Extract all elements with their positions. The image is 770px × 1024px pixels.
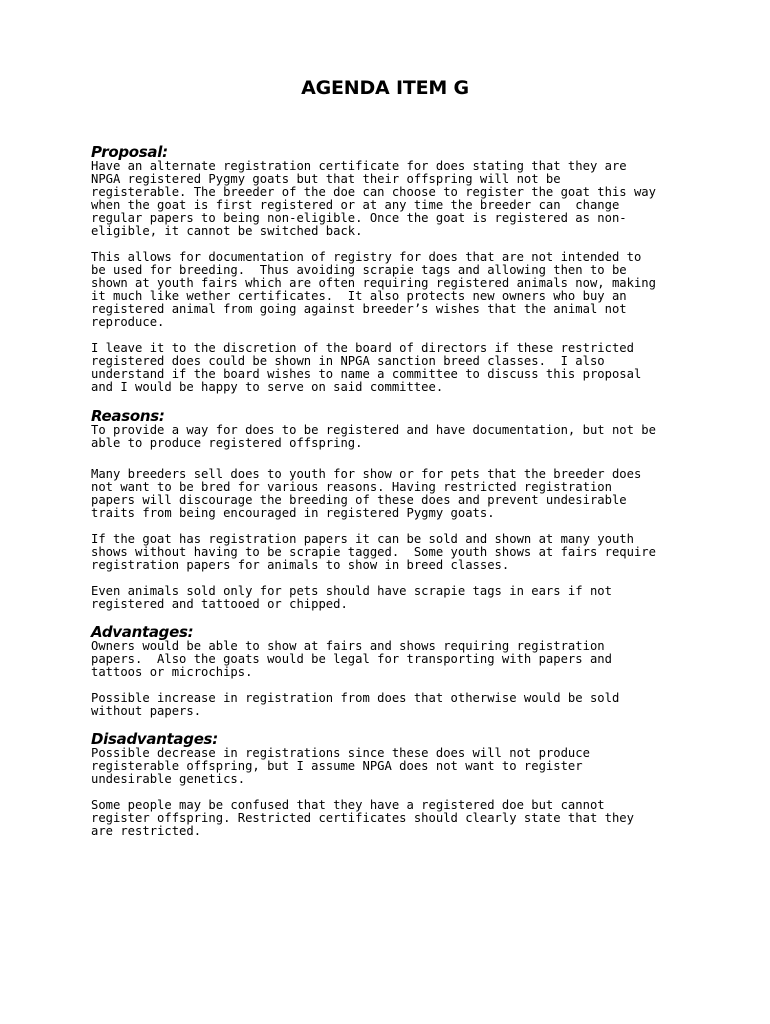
page-title: AGENDA ITEM G bbox=[301, 77, 469, 99]
proposal-paragraph: This allows for documentation of registry for does that are not intended to be used for breeding. Thus avoiding scrapie tags and allowing then to be shown at youth fairs which are often requiring registered animals now, making it much like wether certificates. It also protects new owners who buy an registered animal from going against breeder’s wishes that the animal not reproduce. bbox=[91, 250, 656, 329]
reasons-paragraph: If the goat has registration papers it can be sold and shown at many youth shows without having to be scrapie tagged. Some youth shows at fairs require registration papers for animals to show in breed classes. bbox=[91, 532, 656, 572]
reasons-paragraph: Many breeders sell does to youth for show or for pets that the breeder does not want to be bred for various reasons. Having restricted registration papers will discourage the breeding of these does and prevent undesirable traits from being encouraged in registered Pygmy goats. bbox=[91, 467, 642, 520]
reasons-paragraph: To provide a way for does to be registered and have documentation, but not be able to produce registered offspring. bbox=[91, 423, 656, 450]
reasons-section bbox=[91, 408, 701, 611]
proposal-heading: Proposal: bbox=[91, 143, 168, 161]
proposal-paragraph: Have an alternate registration certificate for does stating that they are NPGA registered Pygmy goats but that their offspring will not be registerable. The breeder of the doe can choose to register the goat this way when the goat is first registered or at any time the breeder can change regular papers to being non-eligible. Once the goat is registered as non- eligible, it cannot be switched back. bbox=[91, 159, 656, 238]
reasons-heading: Reasons: bbox=[91, 407, 165, 425]
disadvantages-paragraph: Some people may be confused that they have a registered doe but cannot register offspring. Restricted certificates should clearly state that they are restricted. bbox=[91, 798, 634, 838]
document-body bbox=[91, 144, 701, 851]
advantages-paragraph: Possible increase in registration from does that otherwise would be sold without papers. bbox=[91, 691, 620, 718]
proposal-section bbox=[91, 144, 701, 394]
proposal-paragraph: I leave it to the discretion of the board of directors if these restricted registered does could be shown in NPGA sanction breed classes. I also understand if the board wishes to name a committee to discuss this proposal and I would be happy to serve on said committee. bbox=[91, 341, 642, 394]
disadvantages-paragraph: Possible decrease in registrations since these does will not produce registerable offspring, but I assume NPGA does not want to register undesirable genetics. bbox=[91, 746, 590, 786]
reasons-paragraph: Even animals sold only for pets should have scrapie tags in ears if not registered and tattooed or chipped. bbox=[91, 584, 612, 611]
disadvantages-heading: Disadvantages: bbox=[91, 730, 218, 748]
disadvantages-section bbox=[91, 731, 701, 838]
advantages-section bbox=[91, 624, 701, 718]
advantages-paragraph: Owners would be able to show at fairs and shows requiring registration papers. Also the goats would be legal for transporting with papers and tattoos or microchips. bbox=[91, 639, 612, 679]
advantages-heading: Advantages: bbox=[91, 623, 194, 641]
